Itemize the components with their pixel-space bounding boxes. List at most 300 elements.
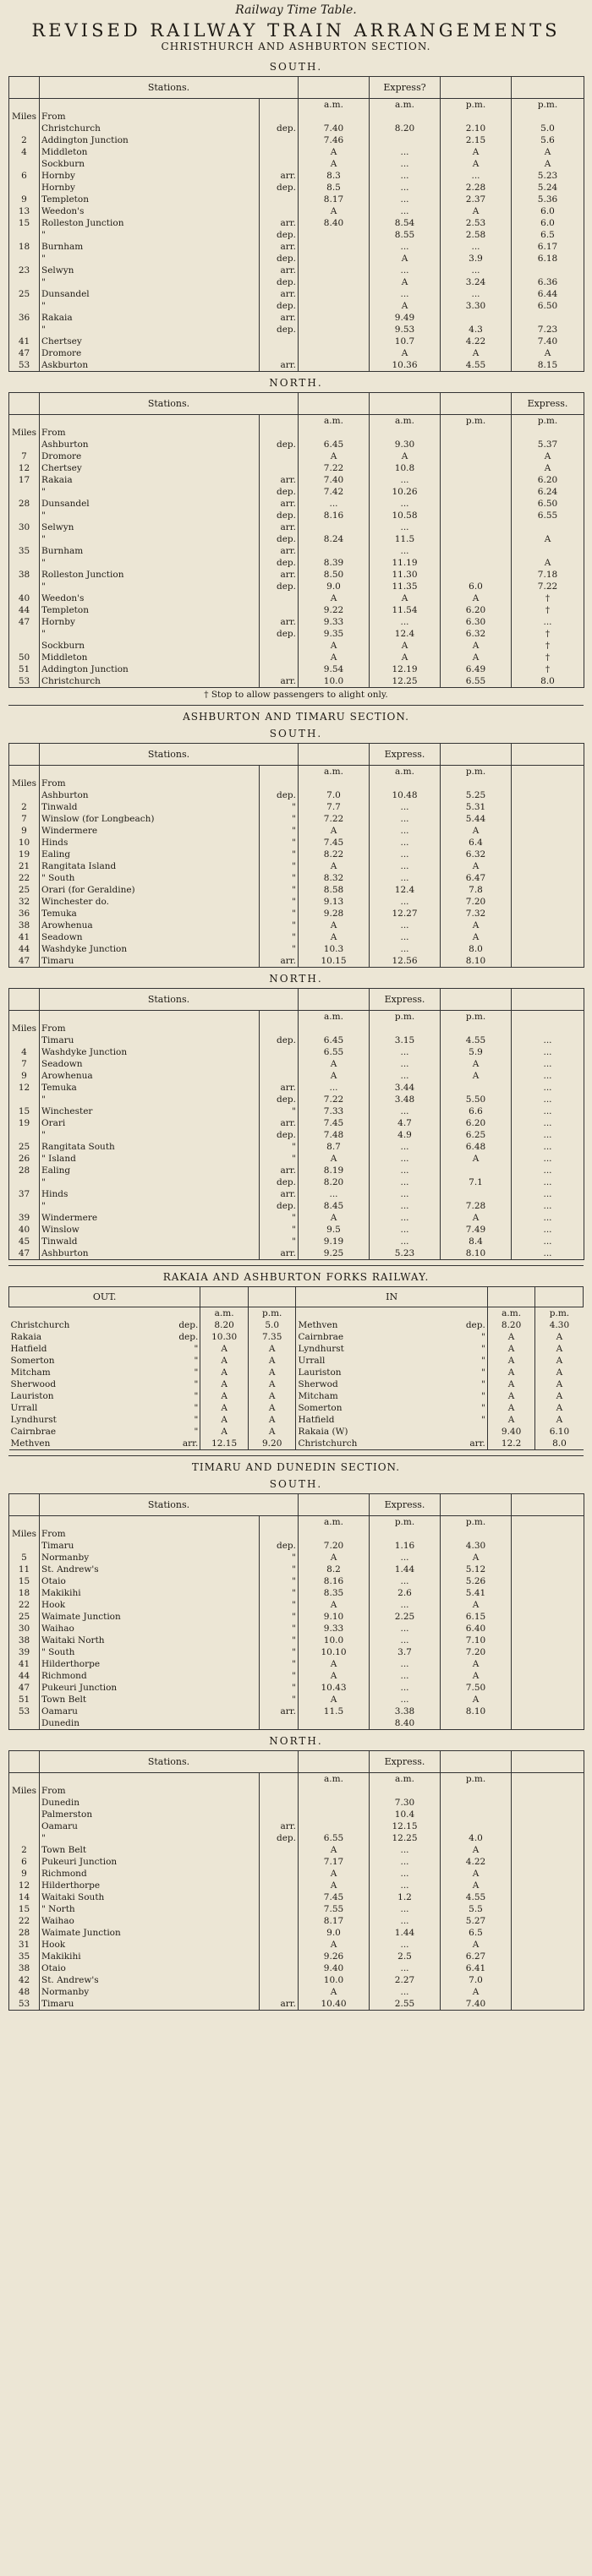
time-cell: [512, 1880, 584, 1891]
section-heading: ASHBURTON AND TIMARU SECTION.: [183, 711, 409, 723]
col-header-stations: Stations.: [40, 744, 299, 766]
time-cell: 7.20: [441, 896, 512, 908]
time-cell: ...: [370, 170, 441, 182]
arr-dep-cell: dep.: [178, 1332, 199, 1342]
time-unit-cell: a.m.: [299, 1011, 370, 1023]
time-cell: [441, 569, 512, 581]
time-cell: 5.27: [441, 1915, 512, 1927]
arr-dep-cell: dep.: [260, 1832, 299, 1844]
arr-dep-cell: ": [260, 896, 299, 908]
time-cell: 6.55: [512, 510, 584, 521]
time-cell: 8.50: [299, 569, 370, 581]
time-cell: A: [487, 1402, 535, 1414]
arr-dep-cell: ": [260, 1658, 299, 1670]
station-cell: Hinds: [40, 1188, 260, 1200]
time-cell: 7.28: [441, 1200, 512, 1212]
time-cell: ...: [370, 616, 441, 628]
time-cell: ...: [370, 813, 441, 825]
miles-cell: 7: [9, 450, 40, 462]
station-cell: From: [40, 1528, 260, 1540]
miles-cell: 25: [9, 1141, 40, 1153]
time-cell: 6.20: [441, 1117, 512, 1129]
miles-cell: 25: [9, 1611, 40, 1623]
time-cell: [512, 521, 584, 533]
time-cell: A: [200, 1390, 249, 1402]
time-cell: [441, 498, 512, 510]
time-unit-cell: a.m.: [299, 99, 370, 112]
time-cell: 3.9: [441, 253, 512, 265]
station-cell: Lyndhurst: [296, 1343, 440, 1355]
time-cell: 5.44: [441, 813, 512, 825]
table-row: [9, 1082, 584, 1094]
arr-dep-cell: dep.: [260, 533, 299, 545]
time-cell: 8.32: [299, 872, 370, 884]
arr-dep-cell: arr.: [260, 955, 299, 968]
time-cell: [441, 778, 512, 789]
time-cell: ...: [370, 1153, 441, 1165]
time-cell: [370, 1785, 441, 1797]
station-cell: ": [40, 229, 260, 241]
arr-dep-cell: ": [260, 1153, 299, 1165]
time-cell: A: [487, 1355, 535, 1367]
time-cell: A: [512, 146, 584, 158]
page-kicker: Railway Time Table.: [235, 3, 357, 17]
time-cell: ...: [512, 1188, 584, 1200]
miles-cell: 22: [9, 1915, 40, 1927]
direction-heading: NORTH.: [269, 1735, 323, 1747]
station-cell: ": [40, 276, 260, 288]
miles-cell: 50: [9, 652, 40, 663]
time-cell: [441, 1820, 512, 1832]
table-row: [9, 825, 584, 837]
direction-heading: NORTH.: [269, 377, 323, 389]
table-row: [9, 1670, 584, 1682]
station-cell: [40, 766, 260, 778]
time-cell: ...: [370, 1623, 441, 1635]
time-cell: [441, 557, 512, 569]
time-cell: 9.28: [299, 908, 370, 920]
station-cell: Ealing: [40, 849, 260, 860]
time-cell: A: [200, 1378, 249, 1390]
time-cell: 4.55: [441, 359, 512, 372]
time-cell: †: [512, 604, 584, 616]
time-cell: 10.43: [299, 1682, 370, 1694]
table-row: [9, 931, 584, 943]
station-cell: From: [40, 1785, 260, 1797]
time-cell: A: [248, 1414, 296, 1426]
time-cell: 9.54: [299, 663, 370, 675]
time-cell: A: [299, 158, 370, 170]
arr-dep-cell: arr.: [260, 1706, 299, 1717]
table-row: [9, 1540, 584, 1552]
time-cell: 10.30: [200, 1331, 249, 1343]
time-cell: 9.49: [370, 312, 441, 324]
time-cell: 10.58: [370, 510, 441, 521]
arr-dep-cell: ": [194, 1415, 199, 1425]
time-cell: 9.5: [299, 1224, 370, 1236]
time-cell: [512, 1528, 584, 1540]
col-header-train: [487, 1287, 535, 1307]
time-cell: ...: [512, 1070, 584, 1082]
arr-dep-cell: [260, 663, 299, 675]
station-cell: Rolleston Junction: [40, 569, 260, 581]
time-cell: †: [512, 640, 584, 652]
miles-cell: 15: [9, 1903, 40, 1915]
arr-dep-cell: ": [480, 1391, 485, 1401]
time-unit-cell: p.m.: [248, 1307, 296, 1320]
station-cell: Lauriston: [10, 1391, 54, 1401]
time-cell: [512, 1023, 584, 1034]
time-cell: 10.36: [370, 359, 441, 372]
time-cell: 7.30: [370, 1797, 441, 1809]
arr-dep-cell: ": [480, 1356, 485, 1366]
station-cell: Town Belt: [40, 1844, 260, 1856]
arr-dep-cell: arr.: [260, 498, 299, 510]
arr-dep-cell: ": [260, 849, 299, 860]
time-cell: A: [299, 860, 370, 872]
station-cell: Timaru: [40, 1540, 260, 1552]
time-cell: A: [441, 1694, 512, 1706]
section-ashburton-timaru-north: [8, 973, 584, 1260]
time-cell: A: [370, 640, 441, 652]
time-cell: 7.1: [441, 1176, 512, 1188]
station-cell: [40, 99, 260, 112]
station-cell: [296, 1307, 440, 1320]
arr-dep-cell: [260, 415, 299, 428]
arr-dep-cell: arr.: [260, 616, 299, 628]
arr-dep-cell: [260, 1070, 299, 1082]
arr-dep-cell: arr.: [260, 312, 299, 324]
table-row: [9, 1343, 584, 1355]
time-cell: A: [299, 1880, 370, 1891]
time-unit-cell: [512, 1516, 584, 1529]
time-cell: ...: [370, 1962, 441, 1974]
time-cell: 5.24: [512, 182, 584, 194]
time-cell: [299, 1528, 370, 1540]
time-cell: 10.8: [370, 462, 441, 474]
station-cell: Hornby: [40, 182, 260, 194]
time-cell: †: [512, 663, 584, 675]
miles-cell: 9: [9, 825, 40, 837]
table-row: [9, 1939, 584, 1951]
time-cell: [512, 955, 584, 968]
time-cell: 8.45: [299, 1200, 370, 1212]
station-cell: " South: [40, 1646, 260, 1658]
time-cell: ...: [370, 1236, 441, 1247]
miles-cell: 47: [9, 616, 40, 628]
time-cell: A: [299, 640, 370, 652]
miles-cell: 22: [9, 872, 40, 884]
time-cell: ...: [370, 1986, 441, 1998]
table-row: [9, 1587, 584, 1599]
time-cell: 6.48: [441, 1141, 512, 1153]
col-header-train: [299, 1751, 370, 1773]
station-cell: Washdyke Junction: [40, 943, 260, 955]
section-heading: RAKAIA AND ASHBURTON FORKS RAILWAY.: [162, 1271, 430, 1283]
table-row: [9, 111, 584, 123]
arr-dep-cell: ": [260, 1552, 299, 1564]
arr-dep-cell: arr.: [260, 1247, 299, 1260]
station-cell: From: [40, 778, 260, 789]
section-timaru-dunedin-north: [8, 1735, 584, 2011]
time-cell: [441, 111, 512, 123]
time-cell: A: [441, 1658, 512, 1670]
time-cell: ...: [512, 1212, 584, 1224]
time-cell: A: [248, 1390, 296, 1402]
time-cell: ...: [370, 1070, 441, 1082]
miles-cell: 40: [9, 1224, 40, 1236]
table-row: [9, 1785, 584, 1797]
miles-cell: 6: [9, 170, 40, 182]
time-unit-cell: p.m.: [441, 1516, 512, 1529]
station-cell: Ashburton: [40, 1247, 260, 1260]
table-row: [9, 521, 584, 533]
station-cell: Winchester do.: [40, 896, 260, 908]
time-cell: 7.22: [299, 462, 370, 474]
time-cell: 6.20: [441, 604, 512, 616]
time-cell: 10.0: [299, 675, 370, 688]
table-row: [9, 312, 584, 324]
time-cell: 11.5: [370, 533, 441, 545]
arr-dep-cell: [260, 1903, 299, 1915]
table-row: [9, 450, 584, 462]
time-cell: A: [441, 1599, 512, 1611]
time-cell: [299, 1785, 370, 1797]
time-cell: A: [441, 1058, 512, 1070]
station-cell: Oamaru: [40, 1706, 260, 1717]
time-cell: A: [299, 1939, 370, 1951]
time-cell: [512, 1682, 584, 1694]
time-cell: [512, 1832, 584, 1844]
timetable: [8, 76, 584, 372]
arr-dep-cell: dep.: [260, 123, 299, 134]
arr-dep-cell: [260, 99, 299, 112]
time-cell: 8.39: [299, 557, 370, 569]
time-cell: [512, 312, 584, 324]
miles-cell: 19: [9, 849, 40, 860]
table-row: [9, 1034, 584, 1046]
time-cell: 3.44: [370, 1082, 441, 1094]
time-cell: 12.15: [200, 1438, 249, 1450]
station-cell: Town Belt: [40, 1694, 260, 1706]
arr-dep-cell: [260, 158, 299, 170]
miles-cell: [9, 300, 40, 312]
time-cell: 10.7: [370, 336, 441, 347]
time-cell: [441, 439, 512, 450]
time-cell: [299, 545, 370, 557]
time-cell: A: [441, 825, 512, 837]
time-cell: ...: [512, 1094, 584, 1105]
time-cell: ...: [370, 920, 441, 931]
miles-cell: [9, 510, 40, 521]
section-christchurch-ashburton-north: [8, 377, 584, 700]
table-row: [9, 1951, 584, 1962]
table-row: [9, 1575, 584, 1587]
time-cell: A: [200, 1402, 249, 1414]
time-cell: ...: [512, 1247, 584, 1260]
arr-dep-cell: arr.: [260, 170, 299, 182]
miles-cell: [9, 276, 40, 288]
time-cell: ...: [370, 1212, 441, 1224]
time-cell: A: [512, 450, 584, 462]
station-cell: Dunedin: [40, 1797, 260, 1809]
station-cell: Hornby: [40, 616, 260, 628]
table-row: [9, 920, 584, 931]
time-cell: 10.0: [299, 1974, 370, 1986]
station-cell: ": [40, 253, 260, 265]
station-cell: Orari: [40, 1117, 260, 1129]
arr-dep-cell: arr.: [260, 217, 299, 229]
station-cell: Sockburn: [40, 158, 260, 170]
time-cell: [512, 1903, 584, 1915]
time-cell: ...: [370, 1856, 441, 1868]
miles-cell: 15: [9, 1575, 40, 1587]
station-cell: ": [40, 1176, 260, 1188]
time-cell: [441, 427, 512, 439]
station-cell: Orari (for Geraldine): [40, 884, 260, 896]
time-cell: A: [299, 592, 370, 604]
table-row: [9, 837, 584, 849]
time-cell: 5.5: [441, 1903, 512, 1915]
time-cell: 7.45: [299, 1891, 370, 1903]
table-row: [9, 1986, 584, 1998]
station-cell: Burnham: [40, 241, 260, 253]
direction-heading: SOUTH.: [269, 728, 323, 740]
station-cell: Templeton: [40, 604, 260, 616]
table-row: [9, 778, 584, 789]
station-cell: Waihao: [40, 1623, 260, 1635]
miles-cell: Miles: [9, 1528, 40, 1540]
time-cell: ...: [370, 1635, 441, 1646]
arr-dep-cell: ": [260, 801, 299, 813]
miles-cell: 37: [9, 1188, 40, 1200]
time-unit-cell: p.m.: [441, 766, 512, 778]
arr-dep-cell: arr.: [260, 241, 299, 253]
time-cell: [512, 1717, 584, 1730]
time-cell: ...: [370, 1200, 441, 1212]
col-header-train: [512, 989, 584, 1011]
section-christchurch-ashburton-south: [8, 61, 584, 372]
station-cell: Oamaru: [40, 1820, 260, 1832]
time-cell: 6.55: [299, 1832, 370, 1844]
time-cell: 7.46: [299, 134, 370, 146]
time-cell: 5.9: [441, 1046, 512, 1058]
time-cell: 1.16: [370, 1540, 441, 1552]
time-cell: [512, 1974, 584, 1986]
col-header-miles: [9, 989, 40, 1011]
arr-dep-cell: [260, 194, 299, 205]
time-cell: [441, 1717, 512, 1730]
table-row: [9, 1117, 584, 1129]
arr-dep-cell: dep.: [260, 486, 299, 498]
time-cell: [512, 778, 584, 789]
col-header-miles: [9, 393, 40, 415]
station-cell: Middleton: [40, 146, 260, 158]
time-unit-cell: p.m.: [370, 1516, 441, 1529]
time-unit-cell: a.m.: [200, 1307, 249, 1320]
miles-cell: 47: [9, 1247, 40, 1260]
miles-cell: Miles: [9, 427, 40, 439]
station-cell: Richmond: [40, 1670, 260, 1682]
time-cell: A: [512, 347, 584, 359]
time-cell: A: [441, 592, 512, 604]
time-cell: [512, 872, 584, 884]
miles-cell: 2: [9, 1844, 40, 1856]
station-cell: Chertsey: [40, 462, 260, 474]
miles-cell: 12: [9, 1082, 40, 1094]
time-cell: A: [441, 158, 512, 170]
table-row: [9, 1046, 584, 1058]
station-cell: Ashburton: [40, 789, 260, 801]
station-cell: Addington Junction: [40, 663, 260, 675]
arr-dep-cell: ": [480, 1367, 485, 1378]
arr-dep-cell: dep.: [465, 1320, 485, 1330]
time-cell: 7.33: [299, 1105, 370, 1117]
time-cell: [512, 1658, 584, 1670]
arr-dep-cell: [260, 1868, 299, 1880]
miles-cell: 28: [9, 1165, 40, 1176]
col-header-train: Express.: [370, 1494, 441, 1516]
miles-cell: [9, 1011, 40, 1023]
time-cell: A: [487, 1331, 535, 1343]
time-cell: [512, 1820, 584, 1832]
time-cell: [441, 1528, 512, 1540]
time-cell: [512, 1694, 584, 1706]
time-cell: [512, 813, 584, 825]
table-row: [9, 1153, 584, 1165]
table-row: [9, 1868, 584, 1880]
table-row: [9, 462, 584, 474]
table-row: [9, 1844, 584, 1856]
table-row: [9, 1706, 584, 1717]
time-cell: ...: [512, 1165, 584, 1176]
time-cell: A: [370, 592, 441, 604]
table-row: [9, 1438, 584, 1450]
time-cell: 7.22: [299, 1094, 370, 1105]
miles-cell: 36: [9, 908, 40, 920]
time-cell: ...: [370, 158, 441, 170]
section-title: CHRISTHURCH AND ASHBURTON SECTION.: [161, 41, 431, 52]
miles-cell: [9, 1094, 40, 1105]
time-cell: 8.7: [299, 1141, 370, 1153]
time-cell: 7.7: [299, 801, 370, 813]
col-header-miles: [9, 1494, 40, 1516]
arr-dep-cell: ": [260, 1670, 299, 1682]
time-cell: ...: [512, 1105, 584, 1117]
col-header-miles: [9, 1751, 40, 1773]
arr-dep-cell: arr.: [260, 1188, 299, 1200]
station-cell: Rolleston Junction: [40, 217, 260, 229]
station-cell: ": [40, 1832, 260, 1844]
miles-cell: 28: [9, 1927, 40, 1939]
miles-cell: 41: [9, 931, 40, 943]
time-cell: ...: [370, 896, 441, 908]
time-cell: 7.10: [441, 1635, 512, 1646]
time-cell: 3.48: [370, 1094, 441, 1105]
time-cell: 4.30: [535, 1319, 584, 1331]
station-cell: Cairnbrae: [296, 1331, 440, 1343]
table-row: [9, 170, 584, 182]
time-cell: A: [248, 1402, 296, 1414]
time-cell: 2.10: [441, 123, 512, 134]
time-cell: A: [370, 300, 441, 312]
miles-cell: [9, 99, 40, 112]
timetable-page: [8, 0, 584, 2011]
arr-dep-cell: [260, 134, 299, 146]
arr-dep-cell: ": [260, 1564, 299, 1575]
time-cell: A: [299, 146, 370, 158]
miles-cell: 47: [9, 955, 40, 968]
